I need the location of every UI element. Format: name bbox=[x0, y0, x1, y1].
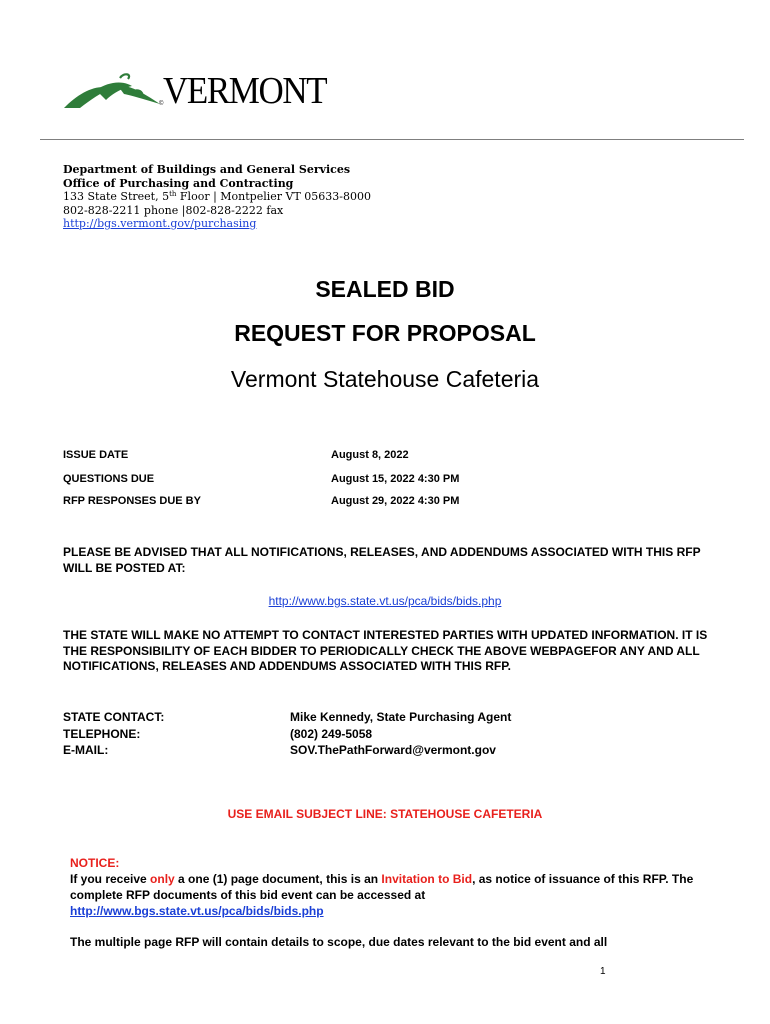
phone-fax: 802-828-2211 phone |802-828-2222 fax bbox=[63, 203, 284, 217]
date-value: August 15, 2022 4:30 PM bbox=[331, 473, 460, 485]
responsibility-paragraph: THE STATE WILL MAKE NO ATTEMPT TO CONTACT INTERESTED PARTIES WITH UPDATED INFORMATION. IT IS THE RESPONSIBILITY OF EACH BIDDER TO PERIODICALLY CHECK THE ABOVE WEBPAGEFOR ANY AND ALL NOTIFICATIONS, RELEASES AND ADDENDUMS ASSOCIATED WITH THIS RFP. bbox=[63, 628, 708, 673]
date-label: QUESTIONS DUE bbox=[63, 473, 155, 485]
contact-label: STATE CONTACT: bbox=[63, 710, 165, 724]
date-row-issue bbox=[63, 449, 409, 461]
contact-value: Mike Kennedy, State Purchasing Agent bbox=[290, 710, 512, 724]
logo-copyright-mark: © bbox=[159, 101, 164, 107]
date-row-questions bbox=[63, 473, 459, 485]
notice-block bbox=[70, 855, 720, 950]
title-sealed-bid: SEALED BID bbox=[315, 276, 455, 302]
contact-label: E-MAIL: bbox=[63, 743, 109, 757]
contact-label: TELEPHONE: bbox=[63, 726, 141, 741]
office-name: Office of Purchasing and Contracting bbox=[63, 176, 294, 190]
bids-url-line bbox=[0, 594, 770, 608]
notice-heading: NOTICE: bbox=[70, 856, 120, 870]
department-address-block bbox=[63, 163, 371, 231]
title-rfp: REQUEST FOR PROPOSAL bbox=[234, 320, 536, 346]
notice-paragraph-2: The multiple page RFP will contain details to scope, due dates relevant to the bid event and all bbox=[70, 935, 608, 949]
date-label: ISSUE DATE bbox=[63, 449, 129, 461]
purchasing-link[interactable]: http://bgs.vermont.gov/purchasing bbox=[63, 217, 257, 230]
vermont-wordmark: VERMONT bbox=[163, 70, 327, 112]
date-row-responses bbox=[63, 495, 459, 507]
contact-value: (802) 249-5058 bbox=[290, 726, 373, 741]
advisory-paragraph: PLEASE BE ADVISED THAT ALL NOTIFICATIONS, RELEASES, AND ADDENDUMS ASSOCIATED WITH THIS RFP WILL BE POSTED AT: bbox=[63, 545, 701, 575]
street-address: 133 State Street, 5th Floor | Montpelier VT 05633-8000 bbox=[63, 190, 371, 203]
date-label: RFP RESPONSES DUE BY bbox=[63, 495, 201, 507]
header-rule bbox=[40, 139, 744, 140]
date-value: August 29, 2022 4:30 PM bbox=[331, 495, 460, 507]
bids-link[interactable]: http://www.bgs.state.vt.us/pca/bids/bids.php bbox=[268, 594, 502, 608]
notice-paragraph: If you receive only a one (1) page document, this is an Invitation to Bid, as notice of issuance of this RFP. The complete RFP documents of this bid event can be accessed at bbox=[70, 872, 694, 902]
notice-bids-link[interactable]: http://www.bgs.state.vt.us/pca/bids/bids.php bbox=[70, 904, 324, 918]
department-name: Department of Buildings and General Services bbox=[63, 163, 351, 176]
contact-block bbox=[63, 709, 511, 759]
title-project-name: Vermont Statehouse Cafeteria bbox=[230, 366, 540, 392]
page-number: 1 bbox=[600, 966, 606, 977]
email-subject-instruction: USE EMAIL SUBJECT LINE: STATEHOUSE CAFETERIA bbox=[227, 807, 543, 821]
date-value: August 8, 2022 bbox=[331, 449, 409, 461]
contact-email: SOV.ThePathForward@vermont.gov bbox=[290, 743, 496, 757]
